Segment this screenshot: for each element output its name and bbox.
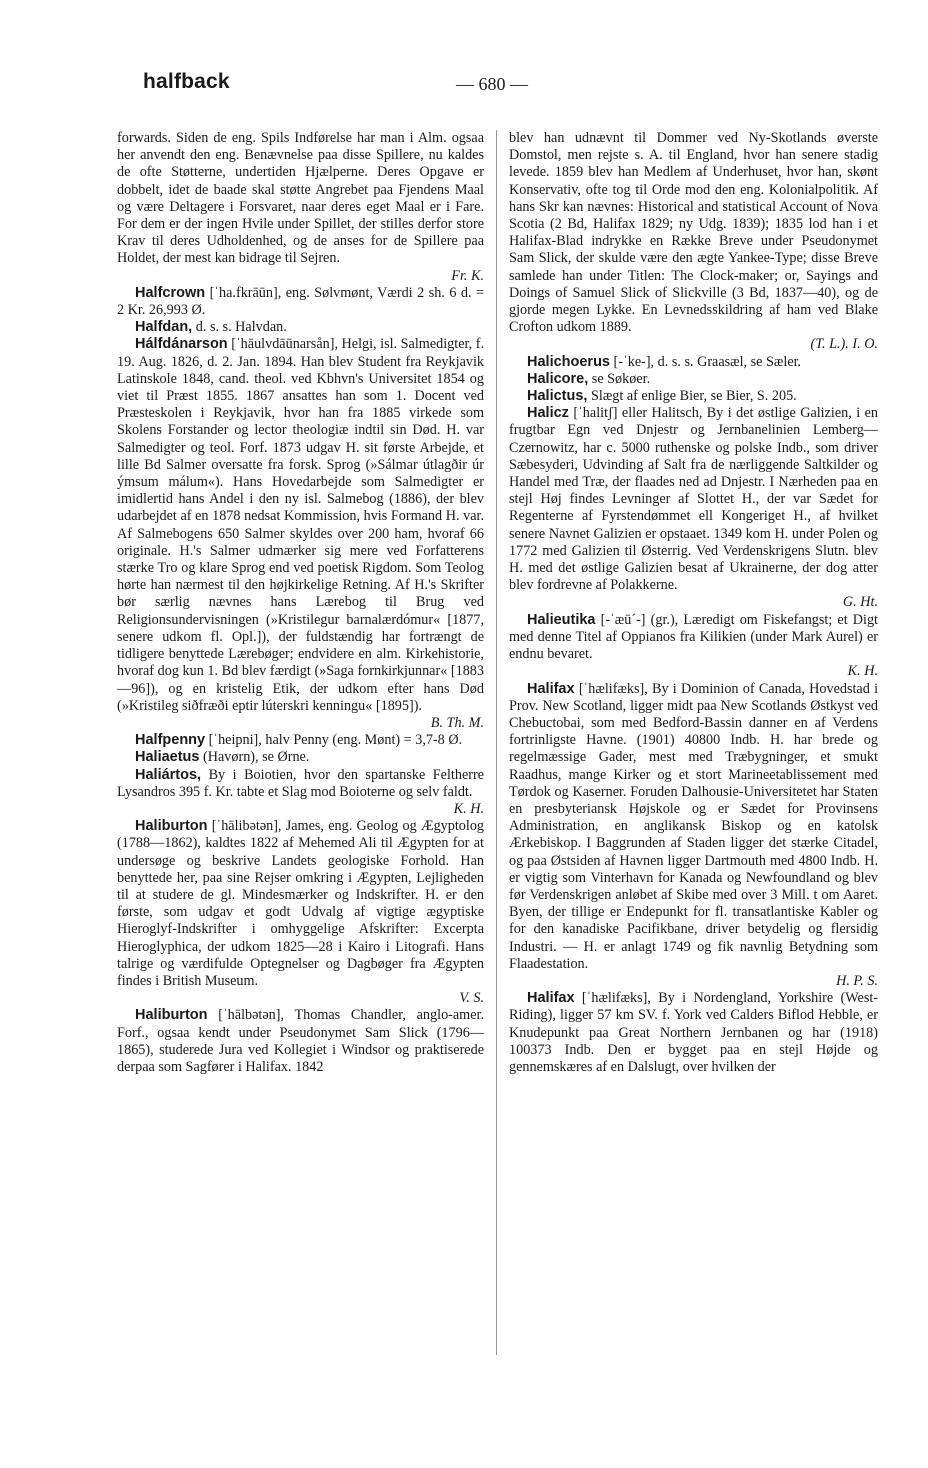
entry-text: By i Boiotien, hvor den spartanske Feltherre Lysandros 395 f. Kr. tabte et Slag mod Boioterne og selv faldt. (117, 766, 485, 800)
entry-text: [-ˈæū´-] (gr.), Læredigt om Fiskefangst; et Digt med denne Titel af Oppianos fra Kilikien (under Mark Aurel) er endnu bevaret. (509, 611, 879, 663)
author-signature: K. H. (453, 800, 484, 817)
page-number: — 680 — (456, 74, 528, 94)
dictionary-entry (117, 818, 484, 1007)
entry-text: Slægt af enlige Bier, se Bier, S. 205. (590, 388, 797, 405)
entry-headword: Halfcrown (135, 284, 206, 301)
dictionary-entry (509, 681, 878, 991)
entry-text: [ˈha.fkrāūn], eng. Sølvmønt, Værdi 2 sh. 6 d. = 2 Kr. 26,993 Ø. (117, 284, 485, 319)
entry-headword: Halictus, (527, 388, 588, 405)
dictionary-entry (509, 990, 878, 1076)
entry-text: [ˈhāulvdāūnarsån], Helgi, isl. Salmedigter, f. 19. Aug. 1826, d. 2. Jan. 1894. Han blev Student fra Reykjavik Latinskole 1848, cand. theol. ved Kbhvn's Universitet 1854 og viet til Præst 1855. 1867 ansattes han som 1. Docent ved Præsteskolen i Reykjavik, hvor han fra 1885 virkede som Skolens Forstander og lector theologiæ indtil sin Død. H. var Salmedigter og teol. Forf. 1873 udgav H. sit første Arbejde, et lille Bd Salmer oversatte fra forsk. Sprog (»Sálmar útlagðir úr ýmsum málum«). Hans Hovedarbejde som Salmedigter er imidlertid hans Andel i den ny isl. Salmebog (1886), der blev udarbejdet af en 1878 nedsat Kommission, hvis Formand H. var. Af Salmebogens 650 Salmer skyldes over 200 ham, hvoraf 66 originale. H.'s Salmer udmærker sig mere ved Forfatterens stærke Tro og klare Sprog end ved poetisk Rigdom. Som Teolog hørte han nærmest til den højkirkelige Retning. Af H.'s Skrifter bør særlig nævnes hans Lærebog til Brug ved Religionsundervisningen (»Kristilegur barnalærdómur« [1877, senere udkom fl. Opl.]), der fuldstændig har fortrængt de tidligere benyttede Lærebøger; endvidere en alm. Kirkehistorie, hvoraf dog kun 1. Bd blev færdigt (»Saga fornkirkjunnar« [1883—96]), og en kristelig Etik, der udkom efter hans Død (»Kristileg siðfræði eptir lúterskri kenningu« [1895]). (117, 336, 485, 714)
running-head-word: halfback (143, 70, 230, 93)
entry-headword: Halifax (527, 990, 575, 1007)
dictionary-entry (117, 732, 484, 749)
author-signature: H. P. S. (836, 972, 878, 989)
entry-headword: Haliártos, (135, 766, 202, 783)
author-signature: Fr. K. (451, 267, 484, 284)
dictionary-entry (117, 1007, 484, 1076)
entry-headword: Hálfdánarson (135, 336, 228, 353)
dictionary-entry (509, 405, 878, 611)
column-divider (496, 130, 497, 1355)
dictionary-entry (117, 285, 484, 319)
entry-headword: Halichoerus (527, 353, 610, 370)
author-signature: V. S. (459, 990, 484, 1007)
entry-text: [-ˈke-], d. s. s. Graasæl, se Sæler. (613, 353, 802, 370)
entry-headword: Halicore, (527, 370, 589, 387)
entry-text: [ˈheipni], halv Penny (eng. Mønt) = 3,7-8 Ø. (208, 732, 463, 749)
dictionary-entry (117, 767, 484, 819)
entry-headword: Haliburton (135, 818, 208, 835)
entry-headword: Halfdan, (135, 319, 193, 336)
entry-headword: Halicz (527, 405, 569, 422)
author-signature: K. H. (847, 663, 878, 680)
entry-text: d. s. s. Halvdan. (195, 319, 287, 336)
entry-headword: Halifax (527, 680, 575, 697)
dictionary-entry (117, 319, 484, 336)
entry-text: (Havørn), se Ørne. (203, 749, 310, 766)
entry-headword: Halieutika (527, 611, 596, 628)
left-column (117, 130, 484, 1076)
dictionary-entry (509, 130, 878, 354)
author-signature: B. Th. M. (430, 714, 484, 731)
author-signature: G. Ht. (842, 594, 878, 611)
entry-text: [ˈhælifæks], By i Dominion of Canada, Hovedstad i Prov. New Scotland, ligger midt paa New Scotlands Østkyst ved Chebuctobai, som med Bedford-Bassin danner en af Verdens fortrinligste Havne. (1901) 40800 Indb. H. har brede og regelmæssige Gader, mest med Træbygninger, et smukt Raadhus, mange Kirker og et stort Marineetablissement med Tørdok og Kaserner. Foruden Dalhousie-Universitetet har Staten en presbyteriansk Højskole og er Sædet for Provinsens Administration, en anglikansk Biskop og en katolsk Ærkebiskop. I Baggrunden af Staden ligger det stærke Citadel, og paa Østsiden af Havnen ligger Dartmouth med 4800 Indb. H. er vigtig som Vinterhavn for Kanada og Newfoundland og blev før Verdenskrigen anløbet af Skibe med over 3 Mill. t om Aaret. Byen, der tillige er Endepunkt for fl. transatlantiske Kabler og for den kanadiske Pacifikbane, driver betydelig og flersidig Industri. — H. er anlagt 1749 og fik navnlig Betydning som Flaadestation. (509, 680, 879, 972)
dictionary-entry (509, 371, 878, 388)
entry-headword: Haliaetus (135, 749, 200, 766)
dictionary-entry (117, 130, 484, 285)
entry-text: se Søkøer. (591, 370, 651, 387)
dictionary-entry (117, 336, 484, 732)
entry-text: [ˈhælifæks], By i Nordengland, Yorkshire (West-Riding), ligger 57 km SV. f. York ved Calders Biflod Hebble, er Knudepunkt paa Great Northern Jernbanen og har (1918) 100373 Indb. Den er bygget paa en stejl Højde og gennemskæres af en Dalslugt, over hvilken der (509, 990, 879, 1075)
dictionary-entry (509, 354, 878, 371)
entry-text: blev han udnævnt til Dommer ved Ny-Skotlands øverste Domstol, men rejste s. A. til England, hvor han senere stadig levede. 1859 blev han Medlem af Underhuset, hvor han, skønt Konservativ, ofte tog til Orde mod den eng. Kolonialpolitik. Af hans Skr kan nævnes: Historical and statistical Account of Nova Scotia (2 Bd, Halifax 1829; ny Udg. 1839); 1835 lod han i et Halifax-Blad indrykke en Række Breve under Pseudonymet Sam Slick, der skulde være den ægte Yankee-Type; disse Breve samlede han under Titlen: The Clock-maker; or, Sayings and Doings of Samuel Slick of Slickville (3 Bd, 1837—40), og de gjorde megen Lykke. En Levnedsskildring af ham ved Blake Crofton udkom 1889. (509, 130, 878, 336)
entry-text: [ˈhālibətən], James, eng. Geolog og Ægyptolog (1788—1862), kaldtes 1822 af Mehemed Ali til Ægypten for at undersøge og beskrive Landets geologiske Forhold. Han benyttede her, paa sine Rejser omkring i Ægypten, Lejligheden til at studere de gl. Mindesmærker og Indskrifter. H. er den første, som udgav et godt Udvalg af vigtige ægyptiske Hieroglyf-Indskrifter i omhyggelige Afskrifter: Excerpta Hieroglyphica, der udkom 1825—28 i Kairo i Litografi. Hans talrige og værdifulde Optegnelser og Dagbøger fra Ægypten findes i British Museum. (117, 818, 485, 989)
entry-text: [ˈhālbətən], Thomas Chandler, anglo-amer. Forf., ogsaa kendt under Pseudonymet Sam Slick (1796—1865), studerede Jura ved Kollegiet i Windsor og praktiserede derpaa som Sagfører i Halifax. 1842 (117, 1007, 484, 1075)
dictionary-entry (117, 749, 484, 766)
entry-text: [ˈhalitʃ] eller Halitsch, By i det østlige Galizien, i en frugtbar Egn ved Dnjestr og Jernbanelinien Lemberg—Czernowitz, har c. 5000 ruthenske og polske Indb., som driver Sæbesyderi, Udvinding af Salt fra de nærliggende Saltkilder og Handel med Træ, der flaades ned ad Dnjestr. I Nærheden paa en stejl Høj findes Levninger af Slottet H., der var Sædet for Regenterne af Fyrstendømmet ell Kongeriget H., af hvilket senere Navnet Galizien er opstaaet. 1349 kom H. under Polen og 1772 med Galizien til Østerrig. Ved Verdenskrigens Slutn. blev H. med det østlige Galizien besat af Ukrainerne, der dog atter blev fordrevne af Polakkerne. (509, 405, 878, 594)
entry-headword: Haliburton (135, 1007, 208, 1024)
entry-headword: Halfpenny (135, 732, 206, 749)
dictionary-entry (509, 388, 878, 405)
dictionary-entry (509, 612, 878, 681)
entry-text: forwards. Siden de eng. Spils Indførelse har man i Alm. ogsaa her anvendt den eng. Benævnelse paa disse Spillere, nu kaldes de ofte Støtterne, undertiden Hjælperne. Deres Opgave er dobbelt, idet de baade skal støtte Angrebet paa Fjendens Maal og være Deltagere i Forsvaret, naar deres eget Maal er i Fare. For dem er der ingen Hvile under Spillet, der stilles derfor store Krav til deres Udholdenhed, og de anses for de Spillere paa Holdet, der mest kan bidrage til Sejren. (117, 130, 484, 267)
author-signature: (T. L.). I. O. (810, 336, 878, 353)
right-column (509, 130, 878, 1076)
